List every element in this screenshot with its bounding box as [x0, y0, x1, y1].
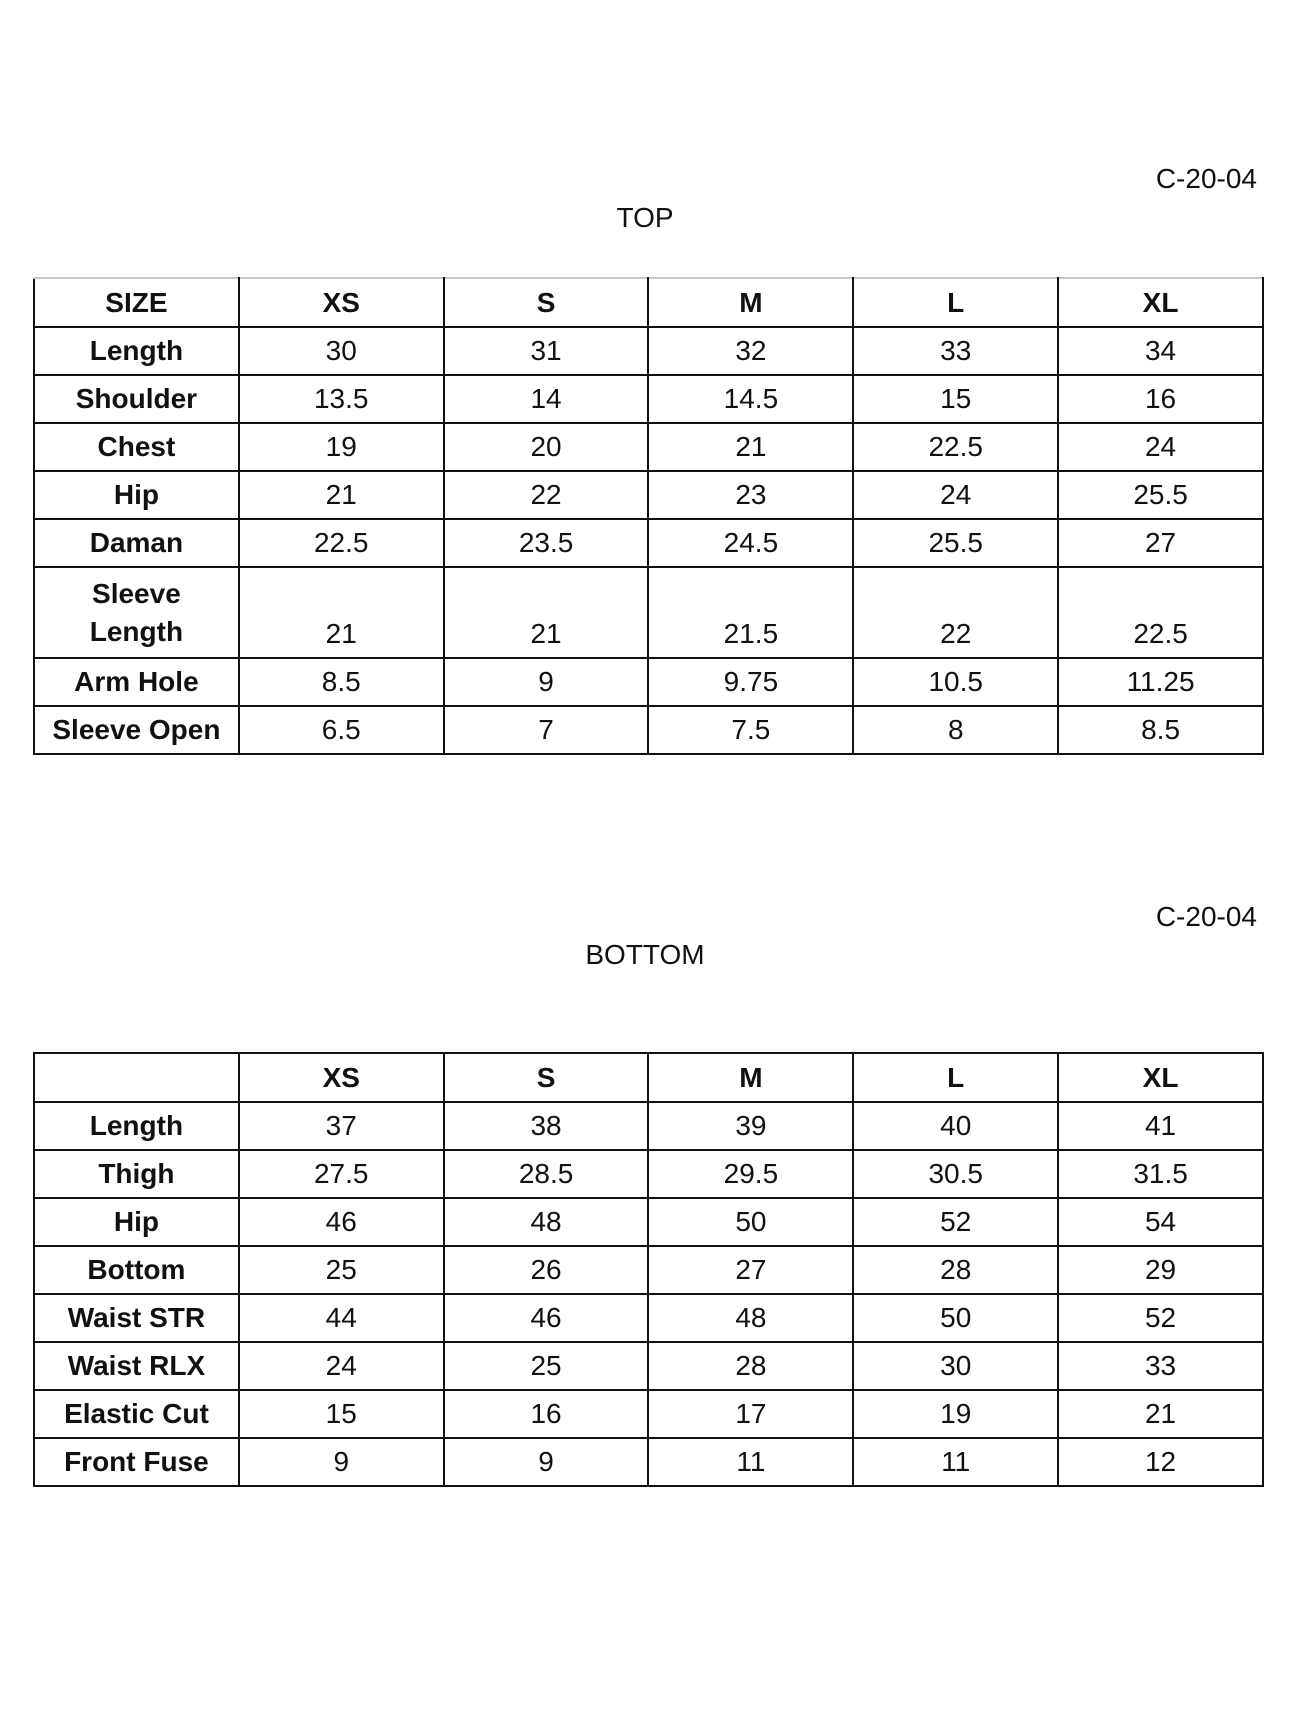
header-cell-m: M	[648, 1053, 853, 1102]
table-header-row	[34, 278, 1263, 327]
table-cell: 10.5	[853, 658, 1058, 706]
header-cell-size: SIZE	[34, 278, 239, 327]
table-cell: 23.5	[444, 519, 649, 567]
table-cell: 6.5	[239, 706, 444, 754]
table-cell: 16	[1058, 375, 1263, 423]
row-label-line: Length	[89, 615, 184, 647]
table-cell: 25	[444, 1342, 649, 1390]
row-label: Length	[34, 327, 239, 375]
table-cell: 21	[648, 423, 853, 471]
table-cell: 21	[444, 567, 649, 658]
table-cell: 15	[239, 1390, 444, 1438]
table-cell: 20	[444, 423, 649, 471]
table-cell: 31	[444, 327, 649, 375]
table-cell: 39	[648, 1102, 853, 1150]
row-label: Thigh	[34, 1150, 239, 1198]
table-row	[34, 658, 1263, 706]
table-header-row	[34, 1053, 1263, 1102]
header-cell-xs: XS	[239, 278, 444, 327]
row-label: Waist RLX	[34, 1342, 239, 1390]
table-row	[34, 423, 1263, 471]
table-cell: 26	[444, 1246, 649, 1294]
header-cell-l: L	[853, 1053, 1058, 1102]
table-cell: 11	[853, 1438, 1058, 1486]
table-row	[34, 1246, 1263, 1294]
table-cell: 22	[444, 471, 649, 519]
table-cell: 8.5	[1058, 706, 1263, 754]
table-cell: 50	[853, 1294, 1058, 1342]
table-row	[34, 327, 1263, 375]
table-cell: 30.5	[853, 1150, 1058, 1198]
top-section-title: TOP	[616, 202, 674, 233]
row-label: Chest	[34, 423, 239, 471]
table-cell: 41	[1058, 1102, 1263, 1150]
header-cell-xl: XL	[1058, 278, 1263, 327]
table-cell: 32	[648, 327, 853, 375]
table-cell: 44	[239, 1294, 444, 1342]
table-cell: 50	[648, 1198, 853, 1246]
table-cell: 52	[1058, 1294, 1263, 1342]
table-cell: 16	[444, 1390, 649, 1438]
row-label: Hip	[34, 1198, 239, 1246]
style-code-bottom: C-20-04	[1155, 901, 1257, 932]
table-cell: 33	[853, 327, 1058, 375]
table-cell: 24	[853, 471, 1058, 519]
table-cell: 19	[853, 1390, 1058, 1438]
table-row	[34, 1294, 1263, 1342]
table-cell: 12	[1058, 1438, 1263, 1486]
table-row	[34, 567, 1263, 658]
bottom-size-table	[33, 1052, 1264, 1487]
table-cell: 28	[853, 1246, 1058, 1294]
table-cell: 25	[239, 1246, 444, 1294]
table-cell: 11	[648, 1438, 853, 1486]
row-label: Hip	[34, 471, 239, 519]
table-cell: 27.5	[239, 1150, 444, 1198]
header-cell-blank	[34, 1053, 239, 1102]
table-cell: 8.5	[239, 658, 444, 706]
row-label: Sleeve Open	[34, 706, 239, 754]
table-cell: 22.5	[239, 519, 444, 567]
table-cell: 19	[239, 423, 444, 471]
table-cell: 8	[853, 706, 1058, 754]
table-cell: 29	[1058, 1246, 1263, 1294]
table-cell: 9	[239, 1438, 444, 1486]
table-cell: 14.5	[648, 375, 853, 423]
table-cell: 14	[444, 375, 649, 423]
table-cell: 27	[1058, 519, 1263, 567]
table-row	[34, 471, 1263, 519]
row-label: Elastic Cut	[34, 1390, 239, 1438]
table-cell: 48	[444, 1198, 649, 1246]
table-cell: 9	[444, 658, 649, 706]
top-size-table	[33, 277, 1264, 755]
table-cell: 13.5	[239, 375, 444, 423]
table-cell: 7.5	[648, 706, 853, 754]
header-cell-s: S	[444, 278, 649, 327]
table-cell: 11.25	[1058, 658, 1263, 706]
row-label: Front Fuse	[34, 1438, 239, 1486]
table-cell: 24	[1058, 423, 1263, 471]
table-cell: 15	[853, 375, 1058, 423]
table-cell: 46	[444, 1294, 649, 1342]
header-cell-m: M	[648, 278, 853, 327]
table-row	[34, 1438, 1263, 1486]
row-label	[34, 567, 239, 658]
table-cell: 34	[1058, 327, 1263, 375]
table-cell: 24	[239, 1342, 444, 1390]
table-cell: 40	[853, 1102, 1058, 1150]
table-cell: 7	[444, 706, 649, 754]
table-cell: 22.5	[853, 423, 1058, 471]
table-row	[34, 1342, 1263, 1390]
table-cell: 30	[853, 1342, 1058, 1390]
table-cell: 21	[1058, 1390, 1263, 1438]
row-label: Arm Hole	[34, 658, 239, 706]
table-cell: 25.5	[1058, 471, 1263, 519]
table-row	[34, 1390, 1263, 1438]
header-cell-s: S	[444, 1053, 649, 1102]
table-cell: 30	[239, 327, 444, 375]
header-cell-xs: XS	[239, 1053, 444, 1102]
table-cell: 21	[239, 471, 444, 519]
row-label: Waist STR	[34, 1294, 239, 1342]
row-label: Length	[34, 1102, 239, 1150]
table-row	[34, 1150, 1263, 1198]
table-cell: 9	[444, 1438, 649, 1486]
table-cell: 22	[853, 567, 1058, 658]
table-row	[34, 706, 1263, 754]
table-cell: 24.5	[648, 519, 853, 567]
row-label: Daman	[34, 519, 239, 567]
table-cell: 38	[444, 1102, 649, 1150]
table-cell: 25.5	[853, 519, 1058, 567]
table-cell: 27	[648, 1246, 853, 1294]
table-row	[34, 375, 1263, 423]
table-cell: 21	[239, 567, 444, 658]
table-cell: 48	[648, 1294, 853, 1342]
table-cell: 31.5	[1058, 1150, 1263, 1198]
row-label-line: Sleeve	[92, 577, 181, 609]
table-row	[34, 519, 1263, 567]
table-cell: 9.75	[648, 658, 853, 706]
table-cell: 52	[853, 1198, 1058, 1246]
table-cell: 28.5	[444, 1150, 649, 1198]
table-row	[34, 1198, 1263, 1246]
row-label: Shoulder	[34, 375, 239, 423]
table-cell: 46	[239, 1198, 444, 1246]
table-cell: 21.5	[648, 567, 853, 658]
row-label: Bottom	[34, 1246, 239, 1294]
table-cell: 54	[1058, 1198, 1263, 1246]
bottom-section-title: BOTTOM	[585, 939, 705, 970]
header-cell-xl: XL	[1058, 1053, 1263, 1102]
table-cell: 22.5	[1058, 567, 1263, 658]
table-cell: 23	[648, 471, 853, 519]
table-cell: 37	[239, 1102, 444, 1150]
table-cell: 29.5	[648, 1150, 853, 1198]
style-code-top: C-20-04	[1155, 163, 1257, 194]
table-cell: 28	[648, 1342, 853, 1390]
header-cell-l: L	[853, 278, 1058, 327]
table-row	[34, 1102, 1263, 1150]
table-cell: 17	[648, 1390, 853, 1438]
table-cell: 33	[1058, 1342, 1263, 1390]
